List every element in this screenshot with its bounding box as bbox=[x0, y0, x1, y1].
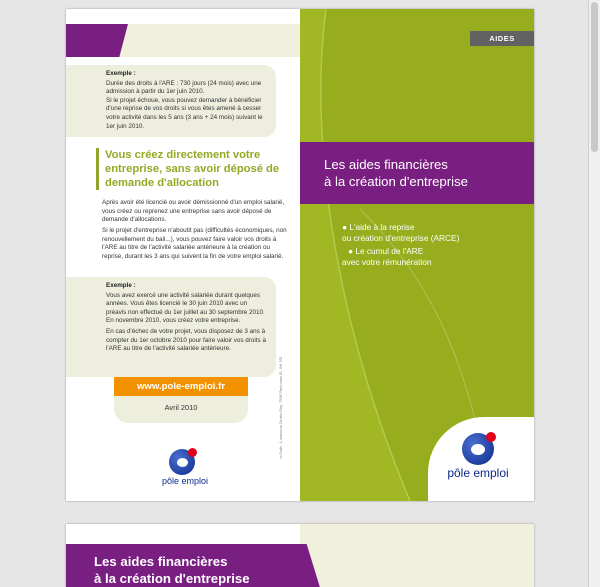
example-text: En cas d'échec de votre projet, vous disposez de 3 ans à compter du 1er octobre 2010 pour faire valoir vos droits à l'ARE au titre de l'activité salariée antérieure. bbox=[106, 327, 266, 353]
website-box bbox=[114, 377, 248, 423]
body-paragraph: Après avoir été licencié ou avoir démissionné d'un emploi salarié, vous créez ou reprenez une entreprise sans avoir déposé de demande d'allocations. bbox=[102, 199, 285, 224]
left-header-band bbox=[66, 24, 300, 57]
bullet-dot-icon: ● bbox=[348, 246, 356, 257]
example-title: Exemple : bbox=[106, 282, 136, 289]
example-box-2 bbox=[66, 277, 276, 377]
logo-text: pôle emploi bbox=[162, 476, 209, 486]
bullet-item: ● Le cumul de l'ARE avec votre rémunération bbox=[342, 246, 432, 267]
page2-title: Les aides financières à la création d'entreprise bbox=[94, 554, 250, 586]
section-title: Vous créez directement votre entreprise, sans avoir déposé de demande d'allocation bbox=[96, 148, 296, 190]
logo-text: pôle emploi bbox=[447, 466, 509, 480]
cover-title bbox=[324, 157, 524, 190]
left-header-purple bbox=[66, 24, 128, 57]
logo-icon bbox=[169, 449, 195, 475]
vertical-scrollbar[interactable] bbox=[588, 0, 600, 587]
example-box-1 bbox=[66, 65, 276, 137]
fold-legal-text: Le Guide - 1, avenue du Docteur Gley - 75987 Paris cedex 20 - Réf. 522 bbox=[279, 356, 283, 459]
bullet-item: ● L'aide à la reprise ou création d'entreprise (ARCE) bbox=[342, 222, 460, 243]
cover-title-line: Les aides financières bbox=[324, 157, 448, 172]
cover-title-line: à la création d'entreprise bbox=[324, 173, 469, 189]
cover-panel bbox=[300, 9, 534, 501]
scrollbar-thumb[interactable] bbox=[591, 2, 598, 152]
page2-right bbox=[300, 524, 534, 587]
website-link[interactable]: www.pole-emploi.fr bbox=[114, 377, 248, 396]
category-tag: AIDES bbox=[470, 31, 534, 46]
example-text: Si le projet échoue, vous pouvez demander à bénéficier d'une reprise de vos droits si vous êtes amené à cesser votre activité dans les 5 ans (3 ans + 24 mois) suivant le 1er juin 2010. bbox=[106, 96, 263, 130]
publication-date: Avril 2010 bbox=[164, 403, 198, 412]
example-text: Durée des droits à l'ARE : 730 jours (24 mois) avec une admission à partir du 1er juin 2010. bbox=[106, 79, 262, 96]
pole-emploi-logo-large bbox=[428, 433, 528, 480]
body-paragraph: Si le projet d'entreprise n'aboutit pas (difficultés économiques, non renouvellement du bail...), vous pouvez faire valoir vos droits à l'ARE au titre de l'activité salariée antérieure à la création ou reprise, durant les 3 ans qui suivent la fin de votre emploi salarié. bbox=[102, 227, 287, 260]
pole-emploi-logo bbox=[162, 449, 209, 486]
brochure-page-1 bbox=[66, 9, 534, 501]
example-text: Vous avez exercé une activité salariée durant quelques années. Vous êtes licencié le 30 juin 2010 avec un préavis non effectué du 1er juillet au 30 septembre 2010. En novembre 2010, vous créez votre entreprise. bbox=[106, 291, 265, 325]
cover-bullets bbox=[342, 222, 522, 267]
example-title: Exemple : bbox=[106, 70, 136, 77]
left-panel bbox=[66, 9, 300, 501]
logo-icon bbox=[462, 433, 494, 465]
bullet-dot-icon: ● bbox=[342, 222, 350, 232]
brochure-page-2 bbox=[66, 524, 534, 587]
